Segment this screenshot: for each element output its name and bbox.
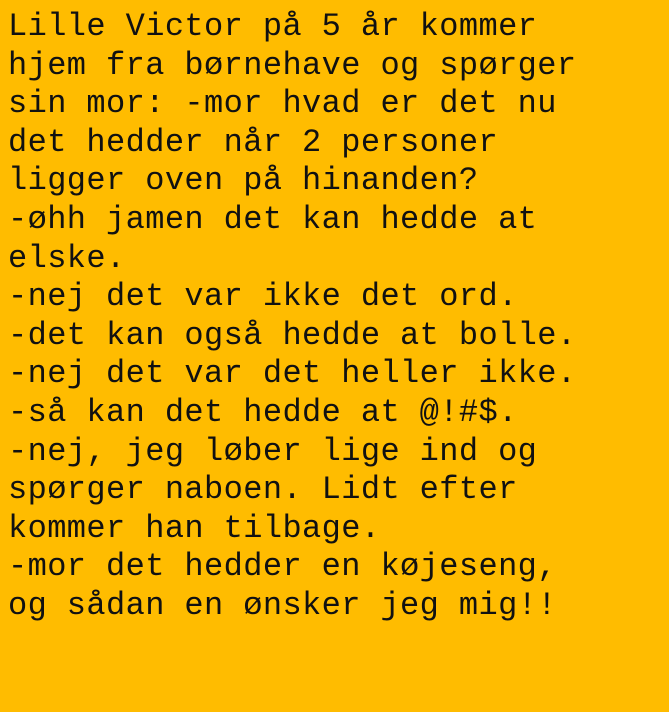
joke-line: -nej, jeg løber lige ind og (8, 432, 538, 470)
joke-line: og sådan en ønsker jeg mig!! (8, 586, 557, 624)
joke-line: elske. (8, 239, 126, 277)
joke-line: Lille Victor på 5 år kommer (8, 8, 538, 45)
joke-line: ligger oven på hinanden? (8, 162, 479, 200)
joke-line: -mor det hedder en køjeseng, (8, 548, 557, 586)
joke-line: spørger naboen. Lidt efter (8, 471, 518, 509)
joke-line: -det kan også hedde at bolle. (8, 316, 577, 354)
joke-line: -nej det var det heller ikke. (8, 355, 577, 393)
joke-line: -øhh jamen det kan hedde at (8, 200, 538, 238)
joke-line: hjem fra børnehave og spørger (8, 46, 577, 84)
joke-line: det hedder når 2 personer (8, 123, 499, 161)
joke-text (8, 8, 669, 626)
joke-line: -nej det var ikke det ord. (8, 278, 518, 316)
joke-line: sin mor: -mor hvad er det nu (8, 85, 557, 123)
joke-line: kommer han tilbage. (8, 509, 381, 547)
joke-line: -så kan det hedde at @!#$. (8, 393, 518, 431)
